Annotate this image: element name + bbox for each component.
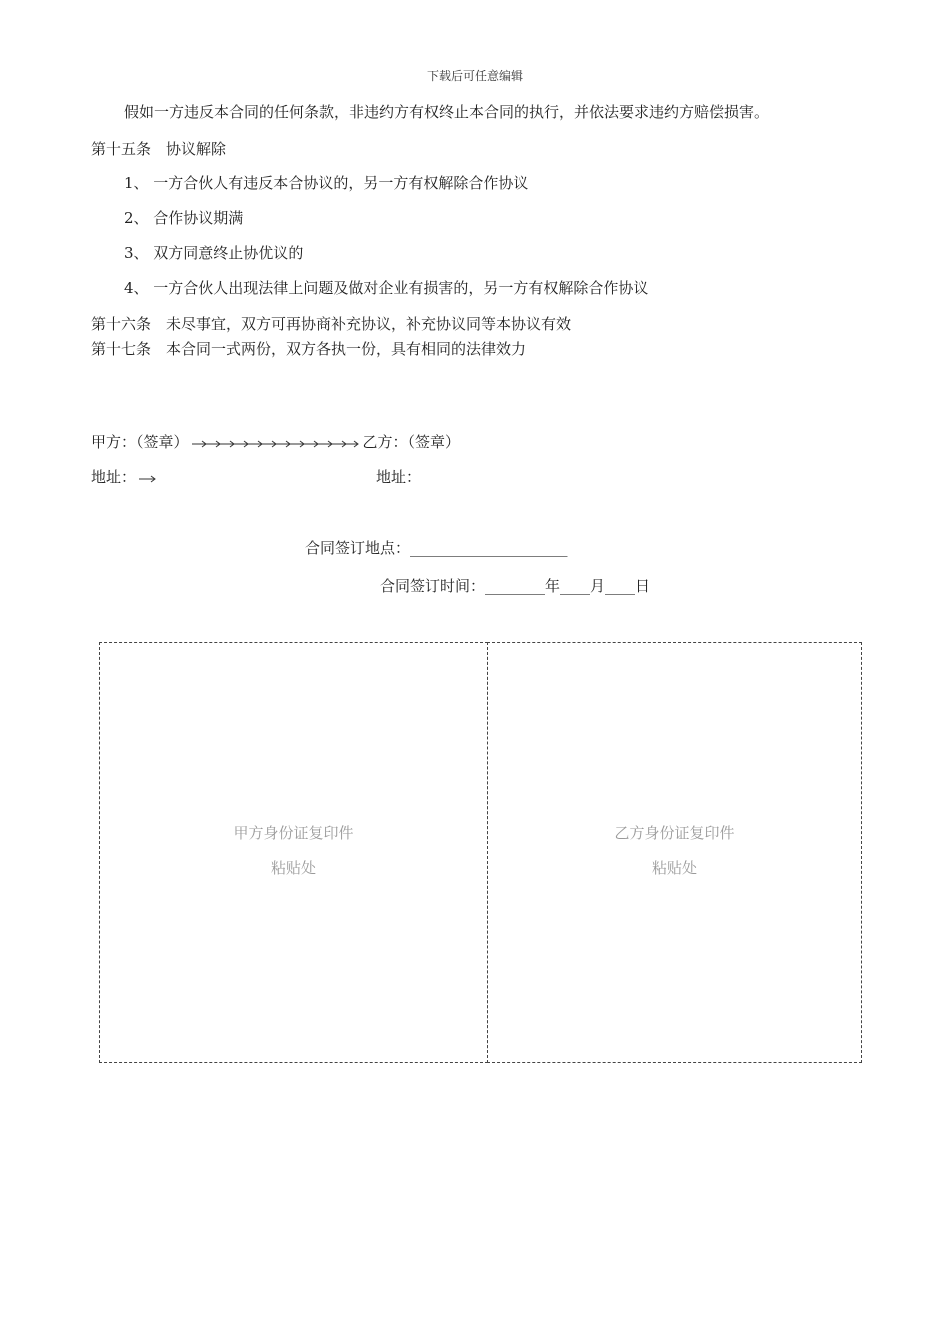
article-15-item-4: 4、 一方合伙人出现法律上问题及做对企业有损害的，另一方有权解除合作协议 <box>124 279 649 297</box>
signing-time-label: 合同签订时间： <box>380 577 486 595</box>
signature-row <box>91 432 460 452</box>
signing-place-blank: _____________________ <box>410 539 568 557</box>
address-a-row <box>91 467 160 487</box>
party-a-signature-label: 甲方：（签章） <box>91 433 189 451</box>
signing-time-row <box>380 576 650 596</box>
year-blank: ________ <box>485 577 546 595</box>
tab-arrow-icon <box>139 473 157 483</box>
year-label: 年 <box>545 577 561 595</box>
intro-paragraph: 假如一方违反本合同的任何条款，非违约方有权终止本合同的执行，并依法要求违约方赔偿损害。 <box>124 103 770 121</box>
party-a-id-caption: 甲方身份证复印件 <box>233 824 354 842</box>
month-blank: ____ <box>560 577 591 595</box>
header-note: 下载后可任意编辑 <box>426 69 523 83</box>
article-15-title: 第十五条 协议解除 <box>91 140 227 158</box>
party-a-id-copy-box <box>99 642 488 1063</box>
signing-place-label: 合同签订地点： <box>305 539 411 557</box>
article-15-item-1: 1、 一方合伙人有违反本合协议的，另一方有权解除合作协议 <box>124 174 529 192</box>
article-15-item-2: 2、 合作协议期满 <box>124 209 244 227</box>
party-a-address-label: 地址： <box>91 468 137 486</box>
day-label: 日 <box>635 577 651 595</box>
tab-arrows-icon <box>192 438 360 448</box>
article-17: 第十七条 本合同一式两份，双方各执一份，具有相同的法律效力 <box>91 340 527 358</box>
party-b-id-caption: 乙方身份证复印件 <box>614 824 735 842</box>
article-15-item-3: 3、 双方同意终止协优议的 <box>124 244 304 262</box>
party-b-paste-caption: 粘贴处 <box>651 859 697 877</box>
month-label: 月 <box>590 577 606 595</box>
party-b-id-copy-box <box>487 642 862 1063</box>
party-a-paste-caption: 粘贴处 <box>270 859 316 877</box>
signing-place-row <box>305 538 568 558</box>
party-b-signature-label: 乙方：（签章） <box>362 433 461 451</box>
day-blank: ____ <box>605 577 636 595</box>
article-16: 第十六条 未尽事宜，双方可再协商补充协议，补充协议同等本协议有效 <box>91 315 572 333</box>
party-b-address-label: 地址： <box>376 468 422 486</box>
